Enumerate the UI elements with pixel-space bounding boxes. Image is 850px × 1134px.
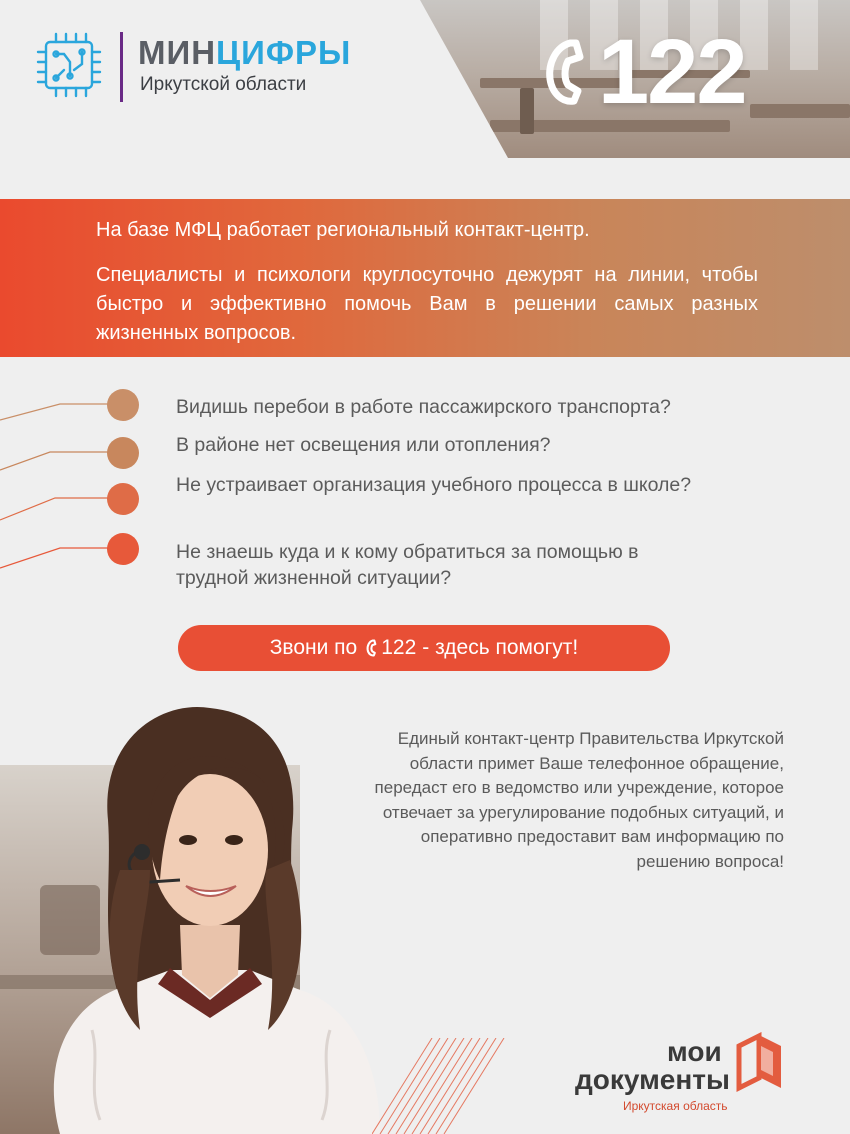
bullet-dot (107, 437, 139, 469)
phone-icon (365, 639, 379, 657)
logo-region: Иркутская область (623, 1099, 728, 1113)
call-to-action-banner (178, 625, 670, 671)
bullet-dot (107, 483, 139, 515)
chip-icon (34, 30, 104, 100)
question-4: Не знаешь куда и к кому обратиться за помощью в трудной жизненной ситуации? (176, 541, 639, 589)
bullet-dot (107, 533, 139, 565)
bullet-dot (107, 389, 139, 421)
question-2: В районе нет освещения или отопления? (176, 434, 551, 456)
question-3: Не устраивает организация учебного процесса в школе? (176, 474, 692, 496)
phone-icon (540, 37, 594, 107)
my-documents-logo (575, 1030, 795, 1120)
logo-word-1: мои (667, 1036, 722, 1067)
hotline-number (540, 22, 746, 122)
cta-number: 122 (381, 636, 417, 659)
operator-photo (0, 700, 430, 1134)
logo-word-2: документы (575, 1064, 730, 1095)
question-1: Видишь перебои в работе пассажирского транспорта? (176, 396, 671, 418)
cta-text-before: Звони по (269, 636, 358, 659)
intro-banner (0, 199, 850, 357)
logo-divider (120, 32, 123, 102)
ministry-region: Иркутской области (140, 74, 307, 95)
info-paragraph: Единый контакт-центр Правительства Иркутской области примет Ваше телефонное обращение, передаст его в ведомство или учреждение, которое отвечает за урегулирование подобных ситуаций, и оперативно предоставит вам информацию по решению вопроса! (374, 729, 784, 871)
intro-paragraph-1: На базе МФЦ работает региональный контакт-центр. (96, 219, 590, 241)
intro-paragraph-2: Специалисты и психологи круглосуточно дежурят на линии, чтобы быстро и эффективно помочь Вам в решении самых разных жизненных вопросов. (96, 264, 758, 344)
cta-text-after: - здесь помогут! (422, 636, 579, 659)
hotline-number-text: 122 (598, 20, 746, 123)
ministry-title: МИНЦИФРЫ (138, 34, 352, 71)
my-documents-emblem-icon (733, 1032, 787, 1096)
decorative-stripes (372, 1038, 512, 1134)
